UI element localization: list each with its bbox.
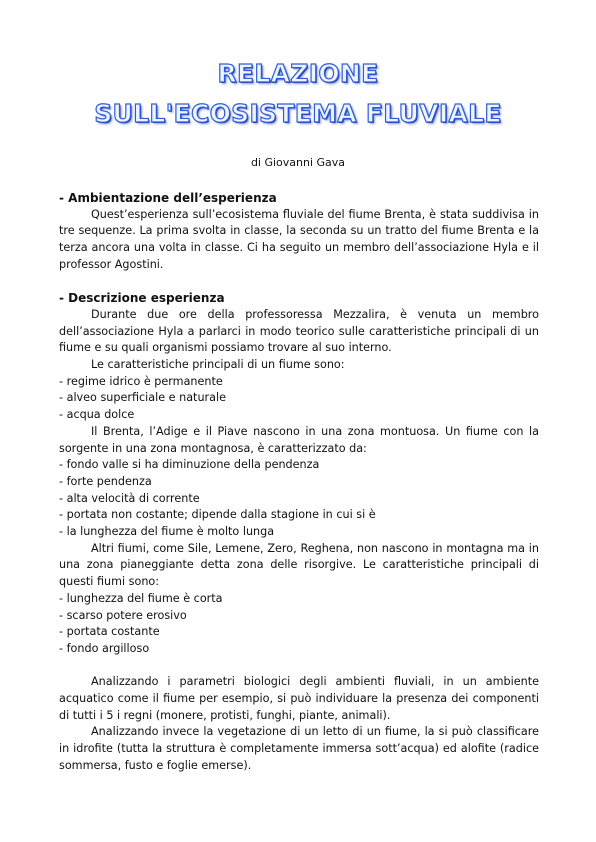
list-item: - portata costante [59,625,160,639]
list-item: - fondo valle si ha diminuzione della pendenza [59,458,320,472]
list-item: - alveo superficiale e naturale [59,391,226,405]
spacer [59,658,539,675]
title-line-1: RELAZIONE [217,59,379,88]
paragraph-mountain: Il Brenta, l’Adige e il Piave nascono in una zona montuosa. Un fiume con la sorgente in una zona montagnosa, è caratterizzato da: [59,424,539,455]
paragraph-features-intro: Le caratteristiche principali di un fiume sono: [91,358,345,372]
title-line-2: SULL'ECOSISTEMA FLUVIALE [94,99,502,128]
document-body [59,190,539,775]
list-item: - alta velocità di corrente [59,491,200,505]
paragraph-intro: Durante due ore della professoressa Mezzalira, è venuta un membro dell’associazione Hyla a parlarci in modo teorico sulle caratteristiche principali di un fiume e su quali organismi possiamo trovare al suo interno. [59,307,539,355]
list-item: - regime idrico è permanente [59,374,223,388]
paragraph-ambientazione: Quest’esperienza sull’ecosistema fluviale del fiume Brenta, è stata suddivisa in tre sequenze. La prima svolta in classe, la seconda su un tratto del fiume Brenta e la terza ancora una volta in classe. Ci ha seguito un membro dell’associazione Hyla e il professor Agostini. [59,207,539,271]
section-heading-ambientazione: - Ambientazione dell’esperienza [59,191,277,205]
list-item: - la lunghezza del fiume è molto lunga [59,525,275,539]
list-item: - forte pendenza [59,474,152,488]
list-item: - portata non costante; dipende dalla stagione in cui si è [59,508,376,522]
spacer [59,274,539,291]
list-item: - scarso potere erosivo [59,608,187,622]
section-heading-descrizione: - Descrizione esperienza [59,291,225,306]
author-line: di Giovanni Gava [250,156,346,169]
paragraph-biology: Analizzando i parametri biologici degli ambienti fluviali, in un ambiente acquatico come il fiume per esempio, si può individuare la presenza dei componenti di tutti i 5 i regni (monere, protisti, funghi, piante, animali). [59,675,539,722]
paragraph-plain: Altri fiumi, come Sile, Lemene, Zero, Reghena, non nascono in montagna ma in una zona pianeggiante detta zona delle risorgive. Le caratteristiche principali di questi fiumi sono: [59,541,539,589]
list-item: - fondo argilloso [59,641,150,655]
list-item: - lunghezza del fiume è corta [59,591,223,605]
paragraph-vegetation: Analizzando invece la vegetazione di un letto di un fiume, la si può classificare in idrofite (tutta la struttura è completamente immersa sott’acqua) ed alofite (radice sommersa, fusto e foglie emerse). [59,725,539,772]
list-item: - acqua dolce [59,408,135,422]
